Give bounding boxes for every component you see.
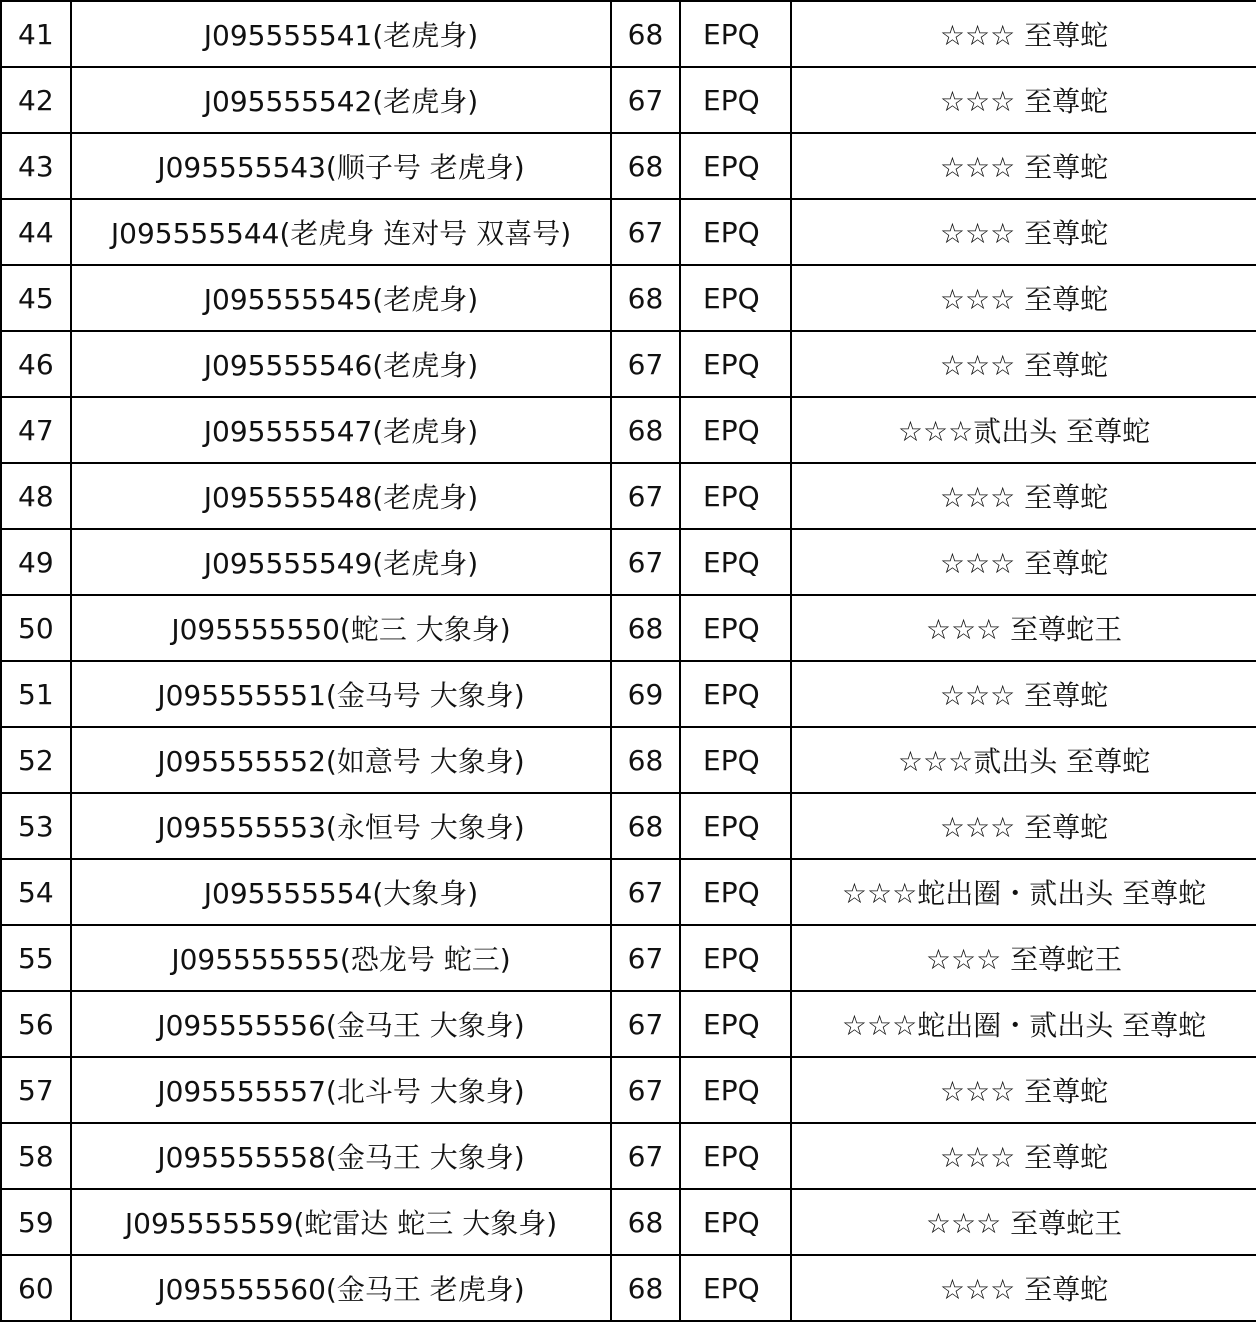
row-number: 50 <box>1 595 71 661</box>
grade-score: 68 <box>611 793 680 859</box>
serial-number: J095555546(老虎身) <box>71 331 611 397</box>
grade-score: 68 <box>611 265 680 331</box>
grade-designation: EPQ <box>680 925 791 991</box>
grade-score: 67 <box>611 1123 680 1189</box>
grade-score: 67 <box>611 331 680 397</box>
table-row <box>1 529 1256 595</box>
grade-designation: EPQ <box>680 1255 791 1321</box>
row-number: 44 <box>1 199 71 265</box>
grade-designation: EPQ <box>680 265 791 331</box>
row-number: 49 <box>1 529 71 595</box>
grade-designation: EPQ <box>680 727 791 793</box>
serial-number: J095555551(金马号 大象身) <box>71 661 611 727</box>
rating-note: ☆☆☆ 至尊蛇 <box>791 1255 1256 1321</box>
grade-designation: EPQ <box>680 67 791 133</box>
table-body <box>1 1 1256 1321</box>
rating-note: ☆☆☆ 至尊蛇 <box>791 133 1256 199</box>
grade-designation: EPQ <box>680 1123 791 1189</box>
rating-note: ☆☆☆ 至尊蛇 <box>791 793 1256 859</box>
serial-number: J095555549(老虎身) <box>71 529 611 595</box>
table-row <box>1 1123 1256 1189</box>
grade-score: 67 <box>611 199 680 265</box>
rating-note: ☆☆☆ 至尊蛇 <box>791 1123 1256 1189</box>
rating-note: ☆☆☆ 至尊蛇 <box>791 199 1256 265</box>
row-number: 43 <box>1 133 71 199</box>
table-row <box>1 1255 1256 1321</box>
rating-note: ☆☆☆ 至尊蛇 <box>791 1057 1256 1123</box>
serial-number: J095555541(老虎身) <box>71 1 611 67</box>
rating-note: ☆☆☆ 至尊蛇王 <box>791 1189 1256 1255</box>
serial-number: J095555559(蛇雷达 蛇三 大象身) <box>71 1189 611 1255</box>
row-number: 58 <box>1 1123 71 1189</box>
grade-score: 68 <box>611 1 680 67</box>
grade-designation: EPQ <box>680 463 791 529</box>
serial-number: J095555555(恐龙号 蛇三) <box>71 925 611 991</box>
grade-designation: EPQ <box>680 397 791 463</box>
table-row <box>1 397 1256 463</box>
serial-number: J095555543(顺子号 老虎身) <box>71 133 611 199</box>
grade-score: 67 <box>611 529 680 595</box>
row-number: 53 <box>1 793 71 859</box>
rating-note: ☆☆☆ 至尊蛇 <box>791 1 1256 67</box>
grade-designation: EPQ <box>680 991 791 1057</box>
grade-designation: EPQ <box>680 199 791 265</box>
grade-score: 67 <box>611 1057 680 1123</box>
grade-designation: EPQ <box>680 595 791 661</box>
rating-note: ☆☆☆ 至尊蛇 <box>791 331 1256 397</box>
table-row <box>1 991 1256 1057</box>
row-number: 51 <box>1 661 71 727</box>
row-number: 52 <box>1 727 71 793</box>
serial-number: J095555556(金马王 大象身) <box>71 991 611 1057</box>
table-row <box>1 859 1256 925</box>
grade-score: 68 <box>611 133 680 199</box>
serial-number: J095555558(金马王 大象身) <box>71 1123 611 1189</box>
rating-note: ☆☆☆ 至尊蛇 <box>791 529 1256 595</box>
grade-designation: EPQ <box>680 1 791 67</box>
grade-designation: EPQ <box>680 331 791 397</box>
row-number: 56 <box>1 991 71 1057</box>
grade-designation: EPQ <box>680 529 791 595</box>
row-number: 59 <box>1 1189 71 1255</box>
serial-number: J095555554(大象身) <box>71 859 611 925</box>
table-row <box>1 793 1256 859</box>
table-row <box>1 463 1256 529</box>
serial-number: J095555544(老虎身 连对号 双喜号) <box>71 199 611 265</box>
table-row <box>1 595 1256 661</box>
grade-designation: EPQ <box>680 133 791 199</box>
grade-score: 67 <box>611 859 680 925</box>
serial-number: J095555550(蛇三 大象身) <box>71 595 611 661</box>
serial-number: J095555545(老虎身) <box>71 265 611 331</box>
table-row <box>1 925 1256 991</box>
rating-note: ☆☆☆ 至尊蛇王 <box>791 925 1256 991</box>
row-number: 42 <box>1 67 71 133</box>
grade-score: 67 <box>611 463 680 529</box>
table-row <box>1 133 1256 199</box>
row-number: 46 <box>1 331 71 397</box>
rating-note: ☆☆☆蛇出圈・贰出头 至尊蛇 <box>791 859 1256 925</box>
serial-number: J095555542(老虎身) <box>71 67 611 133</box>
table-row <box>1 265 1256 331</box>
grade-designation: EPQ <box>680 859 791 925</box>
serial-number: J095555547(老虎身) <box>71 397 611 463</box>
serial-number: J095555553(永恒号 大象身) <box>71 793 611 859</box>
table-row <box>1 1057 1256 1123</box>
serial-number: J095555548(老虎身) <box>71 463 611 529</box>
table-row <box>1 199 1256 265</box>
rating-note: ☆☆☆贰出头 至尊蛇 <box>791 397 1256 463</box>
table-row <box>1 67 1256 133</box>
table-row <box>1 661 1256 727</box>
grade-score: 68 <box>611 397 680 463</box>
grade-designation: EPQ <box>680 793 791 859</box>
row-number: 57 <box>1 1057 71 1123</box>
rating-note: ☆☆☆蛇出圈・贰出头 至尊蛇 <box>791 991 1256 1057</box>
grade-score: 68 <box>611 727 680 793</box>
row-number: 48 <box>1 463 71 529</box>
table-row <box>1 727 1256 793</box>
grade-designation: EPQ <box>680 661 791 727</box>
table-row <box>1 331 1256 397</box>
rating-note: ☆☆☆贰出头 至尊蛇 <box>791 727 1256 793</box>
grade-score: 67 <box>611 925 680 991</box>
grade-score: 68 <box>611 1189 680 1255</box>
row-number: 54 <box>1 859 71 925</box>
rating-note: ☆☆☆ 至尊蛇 <box>791 265 1256 331</box>
table-row <box>1 1189 1256 1255</box>
serial-number: J095555557(北斗号 大象身) <box>71 1057 611 1123</box>
serial-number: J095555552(如意号 大象身) <box>71 727 611 793</box>
rating-note: ☆☆☆ 至尊蛇 <box>791 463 1256 529</box>
serial-number: J095555560(金马王 老虎身) <box>71 1255 611 1321</box>
rating-note: ☆☆☆ 至尊蛇王 <box>791 595 1256 661</box>
row-number: 45 <box>1 265 71 331</box>
row-number: 47 <box>1 397 71 463</box>
grade-score: 67 <box>611 67 680 133</box>
row-number: 41 <box>1 1 71 67</box>
grade-score: 67 <box>611 991 680 1057</box>
rating-note: ☆☆☆ 至尊蛇 <box>791 67 1256 133</box>
table-row <box>1 1 1256 67</box>
rating-note: ☆☆☆ 至尊蛇 <box>791 661 1256 727</box>
row-number: 60 <box>1 1255 71 1321</box>
row-number: 55 <box>1 925 71 991</box>
grade-score: 68 <box>611 595 680 661</box>
grade-score: 69 <box>611 661 680 727</box>
grade-designation: EPQ <box>680 1057 791 1123</box>
grade-score: 68 <box>611 1255 680 1321</box>
grade-designation: EPQ <box>680 1189 791 1255</box>
